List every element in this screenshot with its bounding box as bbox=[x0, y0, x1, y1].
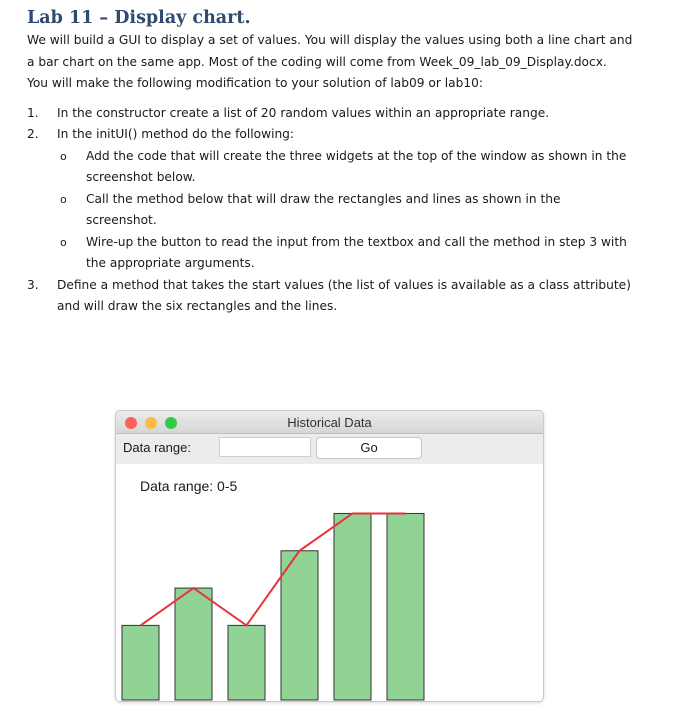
step-text: Define a method that takes the start values (the list of values is available as a class attribute) bbox=[57, 277, 631, 292]
range-display: Data range: 0-5 bbox=[140, 478, 238, 494]
step-text: In the initUI() method do the following: bbox=[57, 127, 295, 141]
toolbar bbox=[116, 434, 543, 464]
document bbox=[27, 6, 657, 318]
step-item bbox=[27, 275, 657, 318]
title-bar bbox=[116, 411, 543, 434]
intro-line: We will build a GUI to display a set of values. You will display the values using both a line chart and bbox=[27, 33, 633, 47]
bullet-icon: o bbox=[60, 149, 67, 163]
bar-5 bbox=[387, 513, 424, 700]
bar-4 bbox=[334, 513, 371, 700]
chart-canvas bbox=[116, 464, 543, 701]
step-text: In the constructor create a list of 20 random values within an appropriate range. bbox=[57, 105, 550, 120]
page-title: Lab 11 – Display chart. bbox=[27, 8, 251, 28]
substep-item bbox=[57, 232, 657, 275]
data-range-input[interactable] bbox=[219, 437, 311, 457]
step-item bbox=[27, 124, 657, 275]
substep-text: screenshot. bbox=[86, 213, 157, 227]
substep-text: the appropriate arguments. bbox=[86, 256, 255, 270]
step-number: 3. bbox=[27, 277, 39, 292]
app-window-screenshot bbox=[115, 410, 544, 702]
intro-line: a bar chart on the same app. Most of the coding will come from Week_09_lab_09_Display.docx. bbox=[27, 54, 607, 69]
step-text: and will draw the six rectangles and the lines. bbox=[57, 299, 338, 313]
substep-item bbox=[57, 189, 657, 232]
substep-text: Call the method below that will draw the rectangles and lines as shown in the bbox=[86, 191, 561, 206]
go-button[interactable]: Go bbox=[316, 437, 422, 459]
substep-text: screenshot below. bbox=[86, 170, 196, 184]
bullet-icon: o bbox=[60, 235, 67, 249]
bar-2 bbox=[228, 625, 265, 700]
substep-list bbox=[57, 146, 657, 275]
window-title: Historical Data bbox=[287, 415, 372, 430]
substep-text: Wire-up the button to read the input from the textbox and call the method in step 3 with bbox=[86, 234, 627, 249]
substep-text: Add the code that will create the three widgets at the top of the window as shown in the bbox=[86, 148, 627, 163]
substep-item bbox=[57, 146, 657, 189]
bar-1 bbox=[175, 588, 212, 700]
step-item bbox=[27, 103, 657, 125]
bar-0 bbox=[122, 625, 159, 700]
intro bbox=[27, 30, 657, 95]
step-list bbox=[27, 103, 657, 318]
bar-3 bbox=[281, 551, 318, 700]
chart-svg bbox=[116, 464, 543, 701]
bullet-icon: o bbox=[60, 192, 67, 206]
step-number: 1. bbox=[27, 105, 39, 120]
intro-line: You will make the following modification to your solution of lab09 or lab10: bbox=[27, 76, 483, 90]
data-range-label: Data range: bbox=[123, 440, 191, 455]
step-number: 2. bbox=[27, 127, 39, 141]
